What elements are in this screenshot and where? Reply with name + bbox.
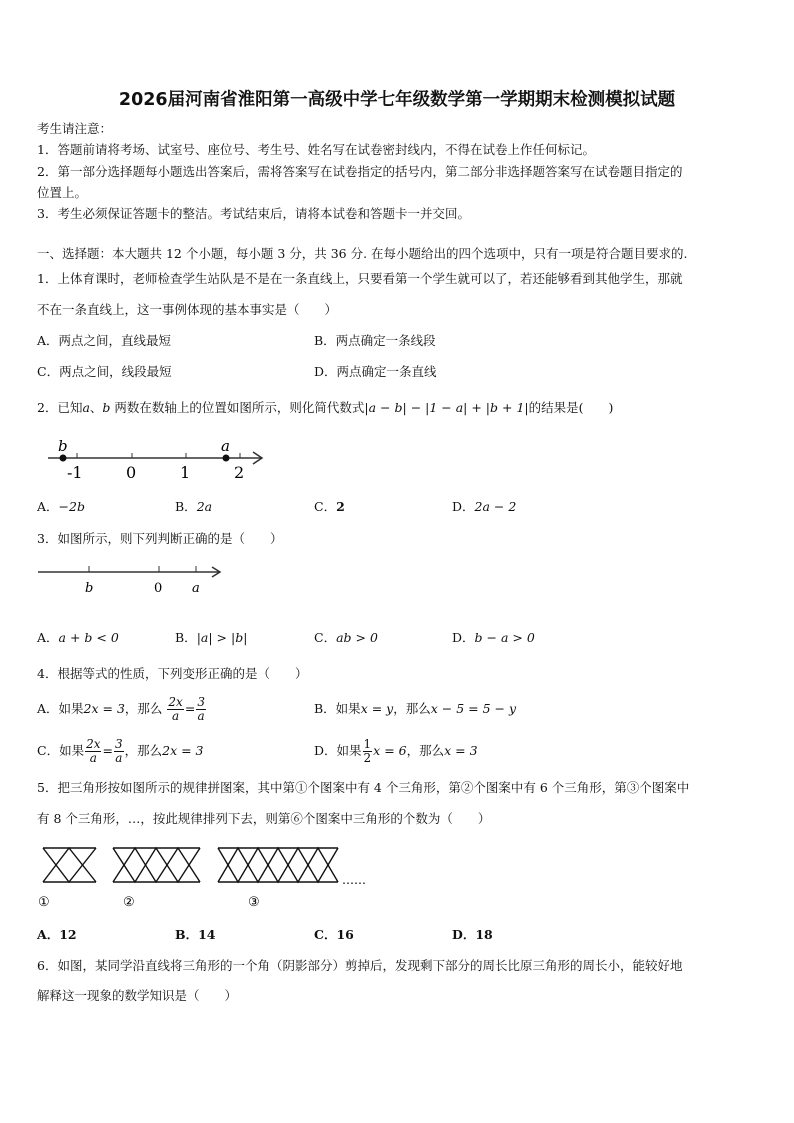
q4-b-cond: x = y xyxy=(360,701,394,716)
q2-var-b: b xyxy=(102,400,111,415)
q2-tick-label: -1 xyxy=(67,463,83,482)
q4-d-then: ，那么 xyxy=(406,743,445,758)
q1-option-a: A．两点之间，直线最短 xyxy=(37,333,172,348)
q4-d-frac xyxy=(363,738,373,765)
q5-pattern-3 xyxy=(218,848,338,882)
q2-tick-label: 1 xyxy=(180,463,191,482)
q2-stem-mid: 两数在数轴上的位置如图所示，则化简代数式 xyxy=(110,400,365,415)
q3-opt-d-label: D． xyxy=(452,630,475,645)
q3-opt-a-value: a + b < 0 xyxy=(58,630,119,645)
q2-stem-post: 的结果是( ) xyxy=(528,400,614,415)
q5-stem-line2: 有 8 个三角形，…，按此规律排列下去，则第⑥个图案中三角形的个数为（ ） xyxy=(37,811,491,826)
q2-point-b xyxy=(60,455,67,462)
q1-stem-line1: 1．上体育课时，老师检查学生站队是不是在一条直线上，只要看第一个学生就可以了，若还能够看到其他学生，那就 xyxy=(37,271,683,286)
q4-c-res: 2x = 3 xyxy=(162,743,204,758)
q4-d-den: 2 xyxy=(363,751,372,765)
q4-b-pre: B．如果 xyxy=(314,701,361,716)
q5-label-3: ③ xyxy=(248,895,260,910)
q4-a-pre: A．如果 xyxy=(37,701,84,716)
q5-stem-line1: 5．把三角形按如图所示的规律拼图案，其中第①个图案中有 4 个三角形，第②个图案中有 6 个三角形，第③个图案中 xyxy=(37,780,690,795)
q4-a-den1: a xyxy=(172,709,180,723)
notice-item-1: 1．答题前请将考场、试室号、座位号、考生号、姓名写在试卷密封线内，不得在试卷上作任何标记。 xyxy=(37,142,595,157)
q3-opt-d-value: b − a > 0 xyxy=(474,630,535,645)
q1-option-d: D．两点确定一条直线 xyxy=(314,364,437,379)
q4-c-frac1 xyxy=(85,738,101,765)
q3-option-b xyxy=(175,630,247,646)
q3-opt-a-label: A． xyxy=(37,630,59,645)
q3-option-a xyxy=(37,630,119,646)
q4-c-frac2 xyxy=(114,738,124,765)
q2-expression: |a − b| − |1 − a| + |b + 1| xyxy=(364,400,529,415)
q2-stem-pre: 2．已知 xyxy=(37,400,83,415)
q1-option-b: B．两点确定一条线段 xyxy=(314,333,436,348)
q5-option-c: C．16 xyxy=(314,927,354,942)
q3-opt-b-value: |a| > |b| xyxy=(196,630,248,645)
q2-stem xyxy=(37,400,613,416)
q4-c-num2: 3 xyxy=(114,737,123,751)
q4-c-pre: C．如果 xyxy=(37,743,85,758)
q4-d-pre: D．如果 xyxy=(314,743,362,758)
q4-a-frac2 xyxy=(196,696,206,723)
q2-option-b xyxy=(175,499,212,515)
q4-option-b xyxy=(314,701,516,717)
q3-option-d xyxy=(452,630,535,646)
q5-option-b: B．14 xyxy=(175,927,216,942)
q4-a-eq: = xyxy=(184,701,196,716)
q5-option-d: D．18 xyxy=(452,927,493,942)
notice-item-2-cont: 位置上。 xyxy=(37,185,88,200)
q4-stem: 4．根据等式的性质，下列变形正确的是（ ） xyxy=(37,666,308,681)
q2-opt-b-label: B． xyxy=(175,499,197,514)
q3-opt-c-label: C． xyxy=(314,630,337,645)
page-title: 2026届河南省淮阳第一高级中学七年级数学第一学期期末检测模拟试题 xyxy=(118,90,676,110)
q4-c-num1: 2x xyxy=(86,737,101,751)
q1-option-c: C．两点之间，线段最短 xyxy=(37,364,172,379)
q5-triangle-patterns xyxy=(38,842,378,912)
notice-item-2: 2．第一部分选择题每小题选出答案后，需将答案写在试卷指定的括号内，第二部分非选择题答案写在试卷题目指定的 xyxy=(37,164,683,179)
q2-opt-b-value: 2a xyxy=(196,499,213,514)
q6-stem-line1: 6．如图，某同学沿直线将三角形的一个角（阴影部分）剪掉后，发现剩下部分的周长比原三角形的周长小，能较好地 xyxy=(37,958,683,973)
q4-c-den2: a xyxy=(115,751,123,765)
q2-option-a xyxy=(37,499,85,515)
q2-number-line xyxy=(40,434,280,484)
q4-option-a xyxy=(37,694,207,724)
q4-d-res: x = 3 xyxy=(444,743,478,758)
q2-opt-c-value: 2 xyxy=(336,499,345,514)
q4-a-cond: 2x = 3 xyxy=(83,701,125,716)
q5-label-1: ① xyxy=(38,895,50,910)
q3-label-b: b xyxy=(85,581,94,596)
q4-option-d xyxy=(314,736,478,766)
q4-a-then: ，那么 xyxy=(124,701,163,716)
q4-a-den2: a xyxy=(197,709,205,723)
q2-opt-a-value: −2b xyxy=(58,499,85,514)
q2-tick-label: 2 xyxy=(234,463,245,482)
q4-b-then: ，那么 xyxy=(393,701,431,716)
q2-label-a: a xyxy=(221,437,230,455)
q4-c-den1: a xyxy=(89,751,97,765)
q2-point-a xyxy=(223,455,230,462)
q3-opt-c-value: ab > 0 xyxy=(336,630,378,645)
q3-option-c xyxy=(314,630,378,646)
q2-option-d xyxy=(452,499,516,515)
q3-label-0: 0 xyxy=(154,581,163,596)
q2-sep: 、 xyxy=(89,400,103,415)
q5-pattern-2 xyxy=(113,848,200,882)
q4-d-num: 1 xyxy=(363,737,372,751)
section-heading: 一、选择题：本大题共 12 个小题，每小题 3 分，共 36 分. 在每小题给出的四个选项中，只有一项是符合题目要求的. xyxy=(37,246,688,261)
notice-item-3: 3．考生必须保证答题卡的整洁。考试结束后，请将本试卷和答题卡一并交回。 xyxy=(37,206,470,221)
q4-option-c xyxy=(37,736,204,766)
q3-opt-b-label: B． xyxy=(175,630,197,645)
q2-opt-c-label: C． xyxy=(314,499,337,514)
q5-ellipsis: …… xyxy=(342,873,366,887)
q3-stem: 3．如图所示，则下列判断正确的是（ ） xyxy=(37,531,283,546)
q5-label-2: ② xyxy=(123,895,135,910)
q5-option-a: A．12 xyxy=(37,927,77,942)
q3-label-a: a xyxy=(192,581,200,596)
q4-a-num1: 2x xyxy=(168,695,183,709)
q4-c-eq: = xyxy=(102,743,113,758)
q2-opt-d-label: D． xyxy=(452,499,475,514)
q4-a-num2: 3 xyxy=(197,695,205,709)
q2-opt-a-label: A． xyxy=(37,499,59,514)
q4-c-then: ，那么 xyxy=(124,743,163,758)
q2-option-c xyxy=(314,499,345,515)
q5-pattern-1 xyxy=(43,848,96,882)
q2-opt-d-value: 2a − 2 xyxy=(474,499,517,514)
q2-var-a: a xyxy=(82,400,90,415)
q2-tick-label: 0 xyxy=(126,463,137,482)
notice-heading: 考生请注意： xyxy=(37,121,113,136)
q2-label-b: b xyxy=(58,437,68,455)
q4-b-res: x − 5 = 5 − y xyxy=(430,701,517,716)
q1-stem-line2: 不在一条直线上，这一事例体现的基本事实是（ ） xyxy=(37,302,338,317)
q4-a-frac1 xyxy=(167,696,183,723)
q3-number-line xyxy=(36,560,226,600)
q4-d-cond: x = 6 xyxy=(373,743,407,758)
q6-stem-line2: 解释这一现象的数学知识是（ ） xyxy=(37,988,238,1003)
